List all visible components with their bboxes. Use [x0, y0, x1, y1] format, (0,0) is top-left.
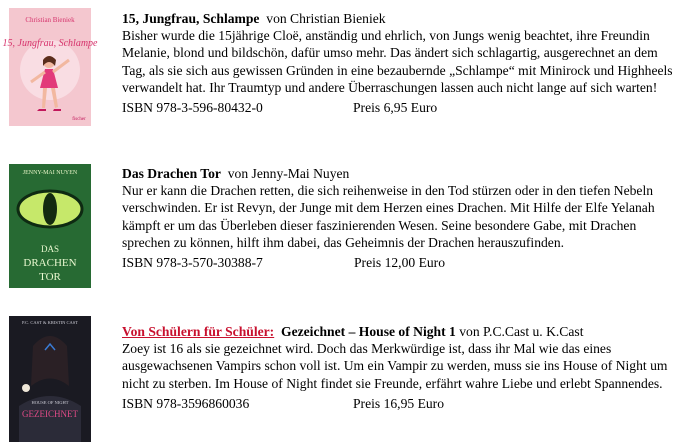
book-heading-2 — [122, 165, 678, 182]
book-description-3: Zoey ist 16 als sie gezeichnet wird. Doch das Merkwürdige ist, dass ihr Mal wie das eines ausgewachsenen Vampirs schon voll ist. Um ein Vampir zu werden, muss sie ins House of Night um nicht zu sterben. Im House of Night findet sie Freunde, erfährt wahre Liebe und erlebt Spannendes. — [122, 341, 668, 391]
book-text-3 — [122, 323, 678, 413]
book-text-2 — [122, 165, 678, 272]
book-heading-3 — [122, 323, 678, 340]
cover-2-author: JENNY-MAI NUYEN — [22, 170, 78, 176]
cover-3-title: GEZEICHNET — [22, 409, 78, 419]
cover-1-title: 15, Jungfrau, Schlampe — [2, 38, 98, 49]
book-text-1 — [122, 10, 678, 117]
book-author-1: von Christian Bieniek — [266, 11, 386, 26]
book-price-1: Preis 6,95 Euro — [353, 100, 438, 116]
book-cover-1 — [2, 8, 98, 126]
book-description-2: Nur er kann die Drachen retten, die sich reihenweise in den Tod stürzen oder in den tiefen Nebeln verschwinden. Er ist Revyn, der Junge mit dem Herzen eines Drachen. Mit Hilfe der Elfe Yelanah kämpft er um das Überleben dieser faszinierenden Wesen. Seine besondere Gabe, mit Drachen sprechen zu können, hilft ihm dabei, das Geheimnis der Drachen herauszufinden. — [122, 183, 655, 250]
book-cover-2 — [9, 164, 91, 288]
book-isbn-2: ISBN 978-3-570-30388-7 — [122, 255, 263, 271]
book-heading-1 — [122, 10, 678, 27]
book-meta-3 — [122, 395, 678, 413]
cover-3-author: P.C. CAST & KRISTIN CAST — [22, 320, 78, 325]
cover-2-title-3: TOR — [39, 271, 61, 283]
book-isbn-3: ISBN 978-3596860036 — [122, 395, 250, 411]
cover-2-title-2: DRACHEN — [23, 257, 77, 269]
cover-3-series: HOUSE OF NIGHT — [31, 400, 69, 405]
cover-1-publisher: fischer — [72, 117, 86, 122]
cover-1-author: Christian Bieniek — [25, 16, 75, 24]
book-description-1: Bisher wurde die 15jährige Cloë, anständig und ehrlich, von Jungs wenig beachtet, ihre Freundin Melanie, blond und bildschön, dafür umso mehr. Das ändert sich schlagartig, ausgerechnet an dem Tag, als sie sich aus gewissen Gründen in eine bezaubernde „Schlampe“ mit Minirock und Highheels verwandelt hat. Ihr Traumtyp und andere Überraschungen lassen auch nicht lange auf sich warten! — [122, 28, 673, 95]
book-title-2: Das Drachen Tor — [122, 166, 221, 181]
book-isbn-1: ISBN 978-3-596-80432-0 — [122, 100, 263, 116]
book-meta-2 — [122, 254, 678, 272]
cover-2-title-1: DAS — [40, 244, 60, 254]
book-price-3: Preis 16,95 Euro — [353, 395, 444, 411]
student-recommendation-tag: Von Schülern für Schüler: — [122, 324, 275, 339]
book-author-2: von Jenny-Mai Nuyen — [227, 166, 350, 181]
book-title-1: 15, Jungfrau, Schlampe — [122, 11, 260, 26]
book-title-3: Gezeichnet – House of Night 1 — [281, 324, 456, 339]
book-cover-3 — [9, 316, 91, 442]
book-price-2: Preis 12,00 Euro — [354, 255, 445, 271]
book-author-3: von P.C.Cast u. K.Cast — [459, 324, 584, 339]
book-meta-1 — [122, 99, 678, 117]
